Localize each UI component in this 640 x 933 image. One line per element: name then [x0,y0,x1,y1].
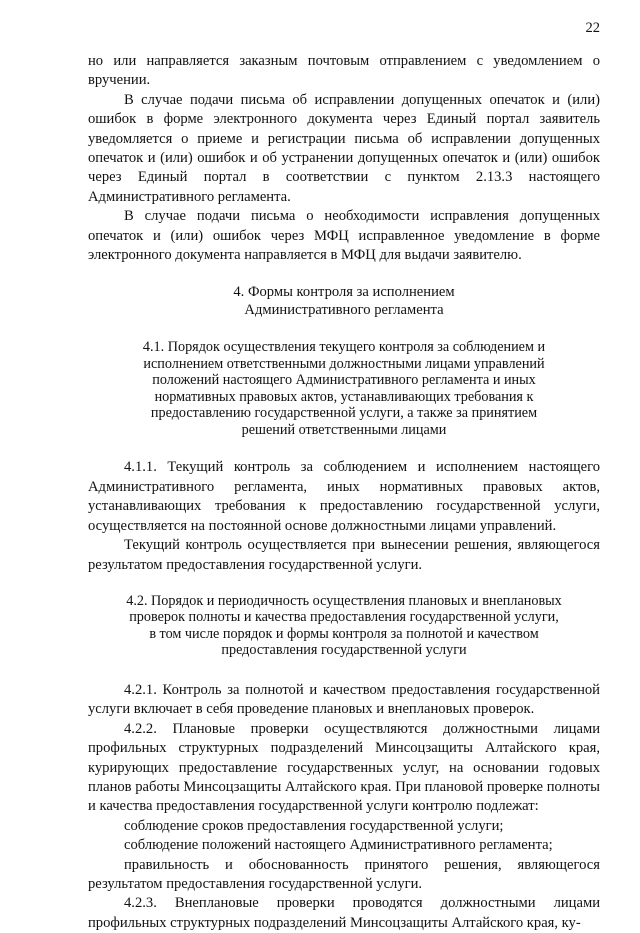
list-item: правильность и обоснованность принятого решения, являющегося результатом предоставления государственной услуги. [88,856,600,892]
list-item: соблюдение положений настоящего Административного регламента; [124,837,553,854]
paragraph: Текущий контроль осуществляется при вынесении решения, являющегося результатом предоставления государственной услуги. [88,537,600,573]
paragraph: 4.1.1. Текущий контроль за соблюдением и исполнением настоящего Административного регламента, иных нормативных правовых актов, устанавливающих требования к предоставлению государственной услуги, осуществляется на постоянной основе должностными лицами управлений. [88,459,600,534]
paragraph: В случае подачи письма об исправлении допущенных опечаток и (или) ошибок в форме электронного документа через Единый портал заявитель уведомляется о приеме и регистрации письма об исправлении допущенных опечаток и (или) ошибок и об устранении допущенных опечаток и (или) ошибок через Единый портал в соответствии с пунктом 2.13.3 настоящего Административного регламента. [88,91,600,205]
paragraph: 4.2.1. Контроль за полнотой и качеством предоставления государственной услуги включает в себя проведение плановых и внеплановых проверок. [88,681,600,718]
section-title: 4. Формы контроля за исполнением Административного регламента [233,284,455,319]
section-heading [88,283,600,319]
page-number: 22 [585,20,600,36]
list-item: соблюдение сроков предоставления государственной услуги; [124,817,504,834]
subsection-heading: 4.1. Порядок осуществления текущего контроля за соблюдением и исполнением ответственными должностными лицами управлений положений настоящего Административного регламента и иных нормативных правовых актов, устанавливающих требования к предоставлению государственной услуги, а также за принятием решений ответственными лицами [142,339,546,438]
paragraph: В случае подачи письма о необходимости исправления допущенных опечаток и (или) ошибок через МФЦ исправленное уведомление в форме электронного документа направляется в МФЦ для выдачи заявителю. [88,208,600,264]
paragraph: 4.2.3. Внеплановые проверки проводятся должностными лицами профильных структурных подразделений Минсоцзащиты Алтайского края, ку- [88,895,600,931]
paragraph: но или направляется заказным почтовым отправлением с уведомлением о вручении. [88,53,600,89]
document-body [88,52,600,933]
subsection-heading: 4.2. Порядок и периодичность осуществления плановых и внеплановых проверок полноты и качества предоставления государственной услуги, в том числе порядок и формы контроля за полнотой и качеством предоставления государственной услуги [126,592,562,659]
paragraph: 4.2.2. Плановые проверки осуществляются должностными лицами профильных структурных подразделений Минсоцзащиты Алтайского края, курирующих предоставление государственных услуг, на основании годовых планов работы Минсоцзащиты Алтайского края. При плановой проверке полноты и качества предоставления государственной услуги контролю подлежат: [88,720,600,815]
